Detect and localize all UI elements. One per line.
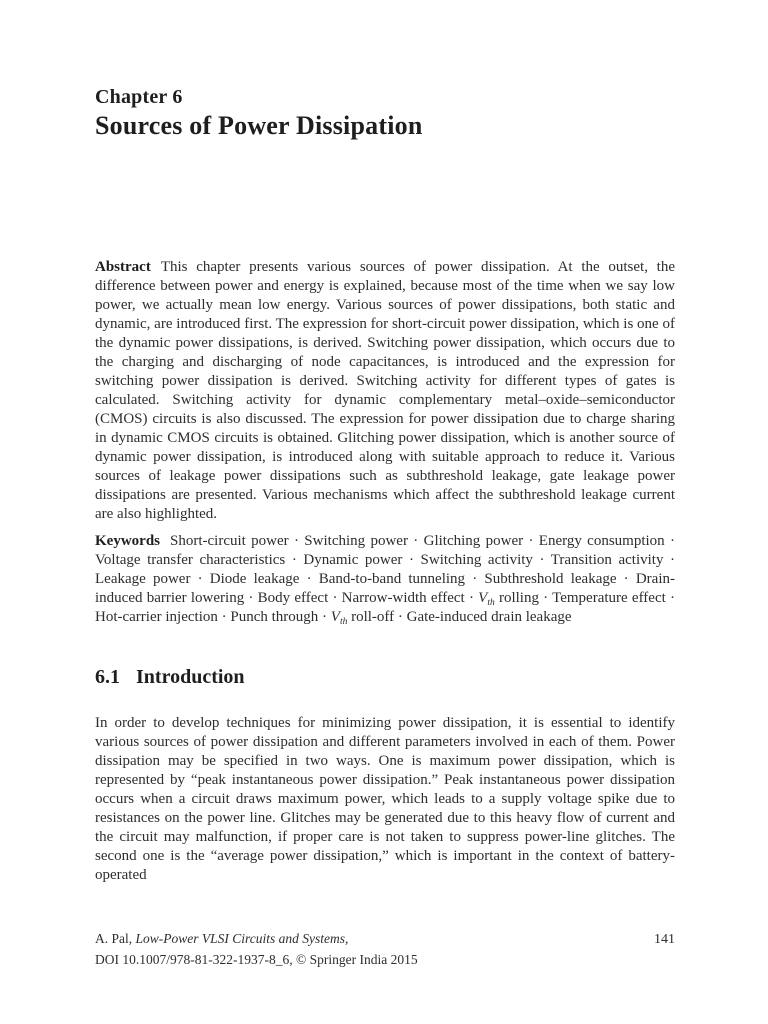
page-number: 141 — [654, 932, 675, 947]
abstract-paragraph — [95, 258, 675, 524]
section-title: Introduction — [136, 666, 245, 688]
footer-citation — [95, 929, 348, 949]
keywords-paragraph — [95, 532, 675, 627]
footer-author: A. Pal, — [95, 931, 136, 946]
vth-subscript: th — [487, 598, 495, 608]
abstract-text: This chapter presents various sources of power dissipation. At the outset, the difference between power and energy is explained, because most of the time when we say low power, we actually mean low energy. Various sources of power dissipations, both static and dynamic, are introduced first. The expression for short-circuit power dissipation, which is one of the dynamic power dissipations, is derived. Switching power dissipation, which occurs due to the charging and discharging of node capacitances, is introduced and the expression for switching power dissipation is derived. Switching activity for different types of gates is calculated. Switching activity for dynamic complementary metal–oxide–semiconductor (CMOS) circuits is also discussed. The expression for power dissipation due to charge sharing in dynamic CMOS circuits is obtained. Glitching power dissipation, which is another source of dynamic power dissipation, is introduced along with suitable approach to reduce it. Various sources of leakage power dissipations such as subthreshold leakage, gate leakage power dissipations are presented. Various mechanisms which affect the subthreshold leakage current are also highlighted. — [95, 259, 675, 522]
keywords-label: Keywords — [95, 533, 160, 549]
section-heading — [95, 665, 675, 690]
page-footer — [95, 929, 675, 969]
footer-line-1 — [95, 929, 675, 950]
abstract-label: Abstract — [95, 259, 151, 275]
chapter-title: Sources of Power Dissipation — [95, 111, 423, 140]
keywords-text-3: roll-off · Gate-induced drain leakage — [347, 609, 572, 625]
keywords-text-2: rolling · Temperature effect · Hot-carrier injection · Punch through · — [95, 590, 675, 625]
section-number: 6.1 — [95, 666, 120, 688]
vth-symbol: V — [478, 590, 488, 606]
vth-subscript: th — [339, 617, 348, 627]
page-content — [95, 0, 675, 885]
footer-doi-line: DOI 10.1007/978-81-322-1937-8_6, © Springer India 2015 — [95, 951, 418, 967]
introduction-paragraph: In order to develop techniques for minimizing power dissipation, it is essential to identify various sources of power dissipation and different parameters involved in each of them. Power dissipation may be specified in two ways. One is maximum power dissipation, which is represented by “peak instantaneous power dissipation.” Peak instantaneous power dissipation occurs when a circuit draws maximum power, which leads to a supply voltage spike due to resistances on the power line. Glitches may be generated due to this heavy flow of current and the circuit may malfunction, if proper care is not taken to suppress power-line glitches. The second one is the “average power dissipation,” which is important in the context of battery-operated — [95, 715, 675, 883]
keywords-text-1: Short-circuit power · Switching power · Glitching power · Energy consumption · Voltage transfer characteristics · Dynamic power · Switching activity · Transition activity · Leakage power · Diode leakage · Band-to-band tunneling · Subthreshold leakage · Drain-induced barrier lowering · Body effect · Narrow-width effect · — [95, 533, 675, 606]
footer-book-title: Low-Power VLSI Circuits and Systems, — [135, 931, 349, 946]
vth-symbol: V — [330, 609, 340, 625]
chapter-label: Chapter 6 — [95, 86, 183, 108]
